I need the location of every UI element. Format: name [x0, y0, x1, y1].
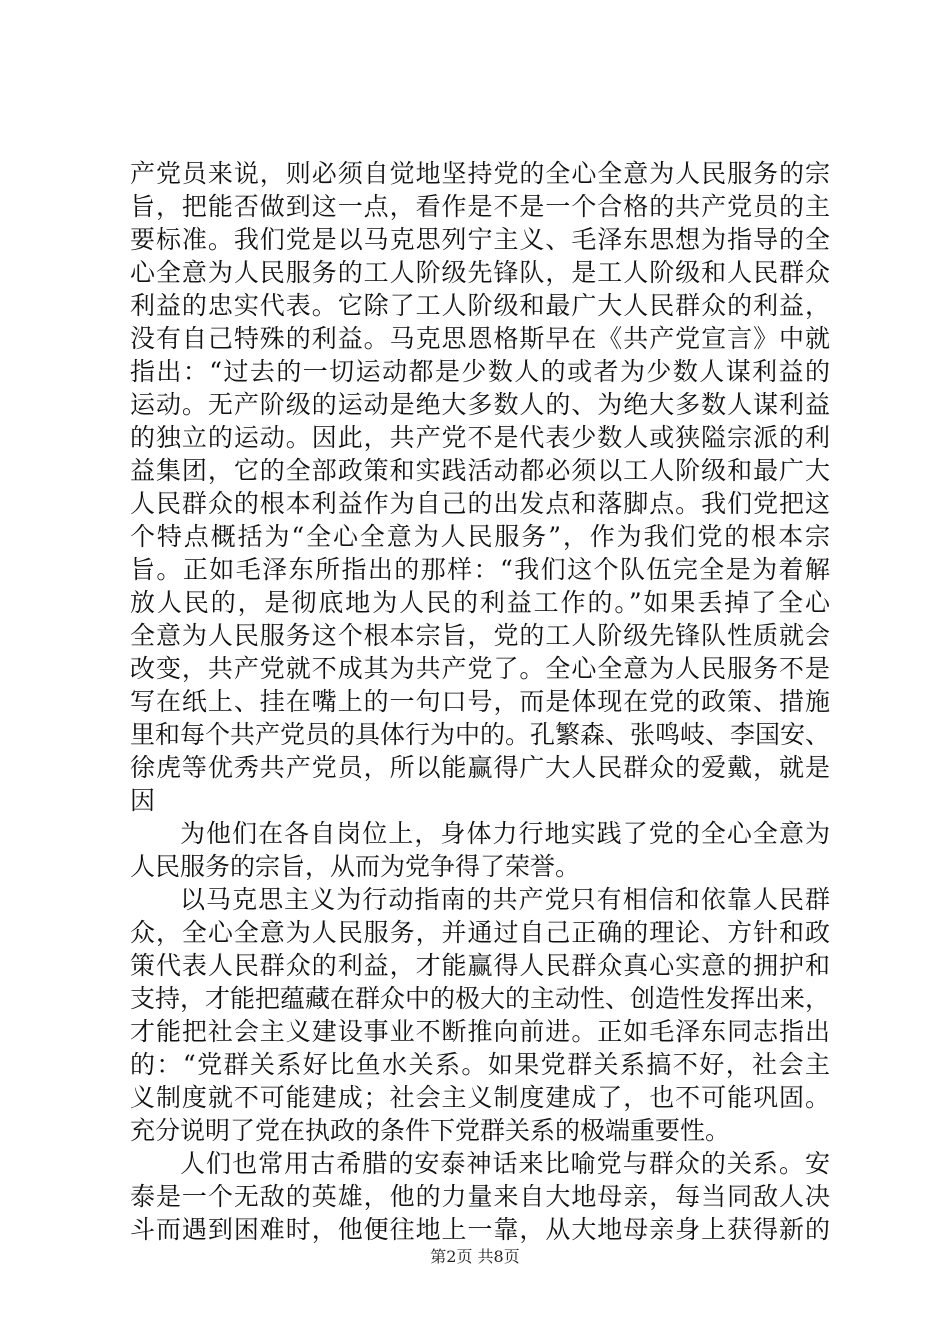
- text-line: 众，全心全意为人民服务，并通过自己正确的理论、方针和政: [130, 918, 830, 947]
- text-line: 要标准。我们党是以马克思列宁主义、毛泽东思想为指导的全: [130, 225, 830, 254]
- text-line: 益集团，它的全部政策和实践活动都必须以工人阶级和最广大: [130, 456, 830, 485]
- text-line: 里和每个共产党员的具体行为中的。孔繁森、张鸣岐、李国安、: [130, 720, 831, 749]
- text-line: 支持，才能把蕴藏在群众中的极大的主动性、创造性发挥出来，: [130, 984, 831, 1013]
- text-line: 泰是一个无敌的英雄，他的力量来自大地母亲，每当同敌人决: [130, 1182, 830, 1211]
- text-line: 策代表人民群众的利益，才能赢得人民群众真心实意的拥护和: [130, 951, 830, 980]
- text-line: 的独立的运动。因此，共产党不是代表少数人或狭隘宗派的利: [130, 423, 830, 452]
- text-line: 心全意为人民服务的工人阶级先锋队，是工人阶级和人民群众: [130, 258, 830, 287]
- text-line: 旨，把能否做到这一点，看作是不是一个合格的共产党员的主: [130, 192, 830, 221]
- body-text: [130, 157, 830, 1246]
- text-line: 人民服务的宗旨，从而为党争得了荣誉。: [130, 852, 581, 881]
- text-line: 充分说明了党在执政的条件下党群关系的极端重要性。: [130, 1116, 731, 1145]
- text-line: 运动。无产阶级的运动是绝大多数人的、为绝大多数人谋利益: [130, 390, 830, 419]
- text-line: 指出：“过去的一切运动都是少数人的或者为少数人谋利益的: [130, 357, 830, 386]
- text-line: 人们也常用古希腊的安泰神话来比喻党与群众的关系。安: [180, 1149, 830, 1178]
- text-line: 徐虎等优秀共产党员，所以能赢得广大人民群众的爱戴，就是: [130, 753, 830, 782]
- text-line: 产党员来说，则必须自觉地坚持党的全心全意为人民服务的宗: [130, 159, 830, 188]
- text-line: 个特点概括为“全心全意为人民服务”，作为我们党的根本宗: [130, 522, 830, 551]
- text-line: 没有自己特殊的利益。马克思恩格斯早在《共产党宣言》中就: [130, 324, 830, 353]
- text-line: 放人民的，是彻底地为人民的利益工作的。”如果丢掉了全心: [130, 588, 830, 617]
- text-line: 斗而遇到困难时，他便往地上一靠，从大地母亲身上获得新的: [130, 1215, 830, 1244]
- text-line: 以马克思主义为行动指南的共产党只有相信和依靠人民群: [180, 885, 830, 914]
- text-line: 利益的忠实代表。它除了工人阶级和最广大人民群众的利益，: [130, 291, 830, 320]
- text-line: 写在纸上、挂在嘴上的一句口号，而是体现在党的政策、措施: [130, 687, 830, 716]
- text-line: 才能把社会主义建设事业不断推向前进。正如毛泽东同志指出: [130, 1017, 830, 1046]
- text-line: 因: [130, 786, 156, 815]
- text-line: 义制度就不可能建成；社会主义制度建成了，也不可能巩固。: [130, 1083, 830, 1112]
- text-line: 为他们在各自岗位上，身体力行地实践了党的全心全意为: [180, 819, 830, 848]
- page-footer: 第2页 共8页: [430, 1247, 520, 1266]
- text-line: 改变，共产党就不成其为共产党了。全心全意为人民服务不是: [130, 654, 830, 683]
- text-line: 的：“党群关系好比鱼水关系。如果党群关系搞不好，社会主: [130, 1050, 830, 1079]
- text-line: 全意为人民服务这个根本宗旨，党的工人阶级先锋队性质就会: [130, 621, 830, 650]
- text-line: 旨。正如毛泽东所指出的那样：“我们这个队伍完全是为着解: [130, 555, 830, 584]
- text-line: 人民群众的根本利益作为自己的出发点和落脚点。我们党把这: [130, 489, 830, 518]
